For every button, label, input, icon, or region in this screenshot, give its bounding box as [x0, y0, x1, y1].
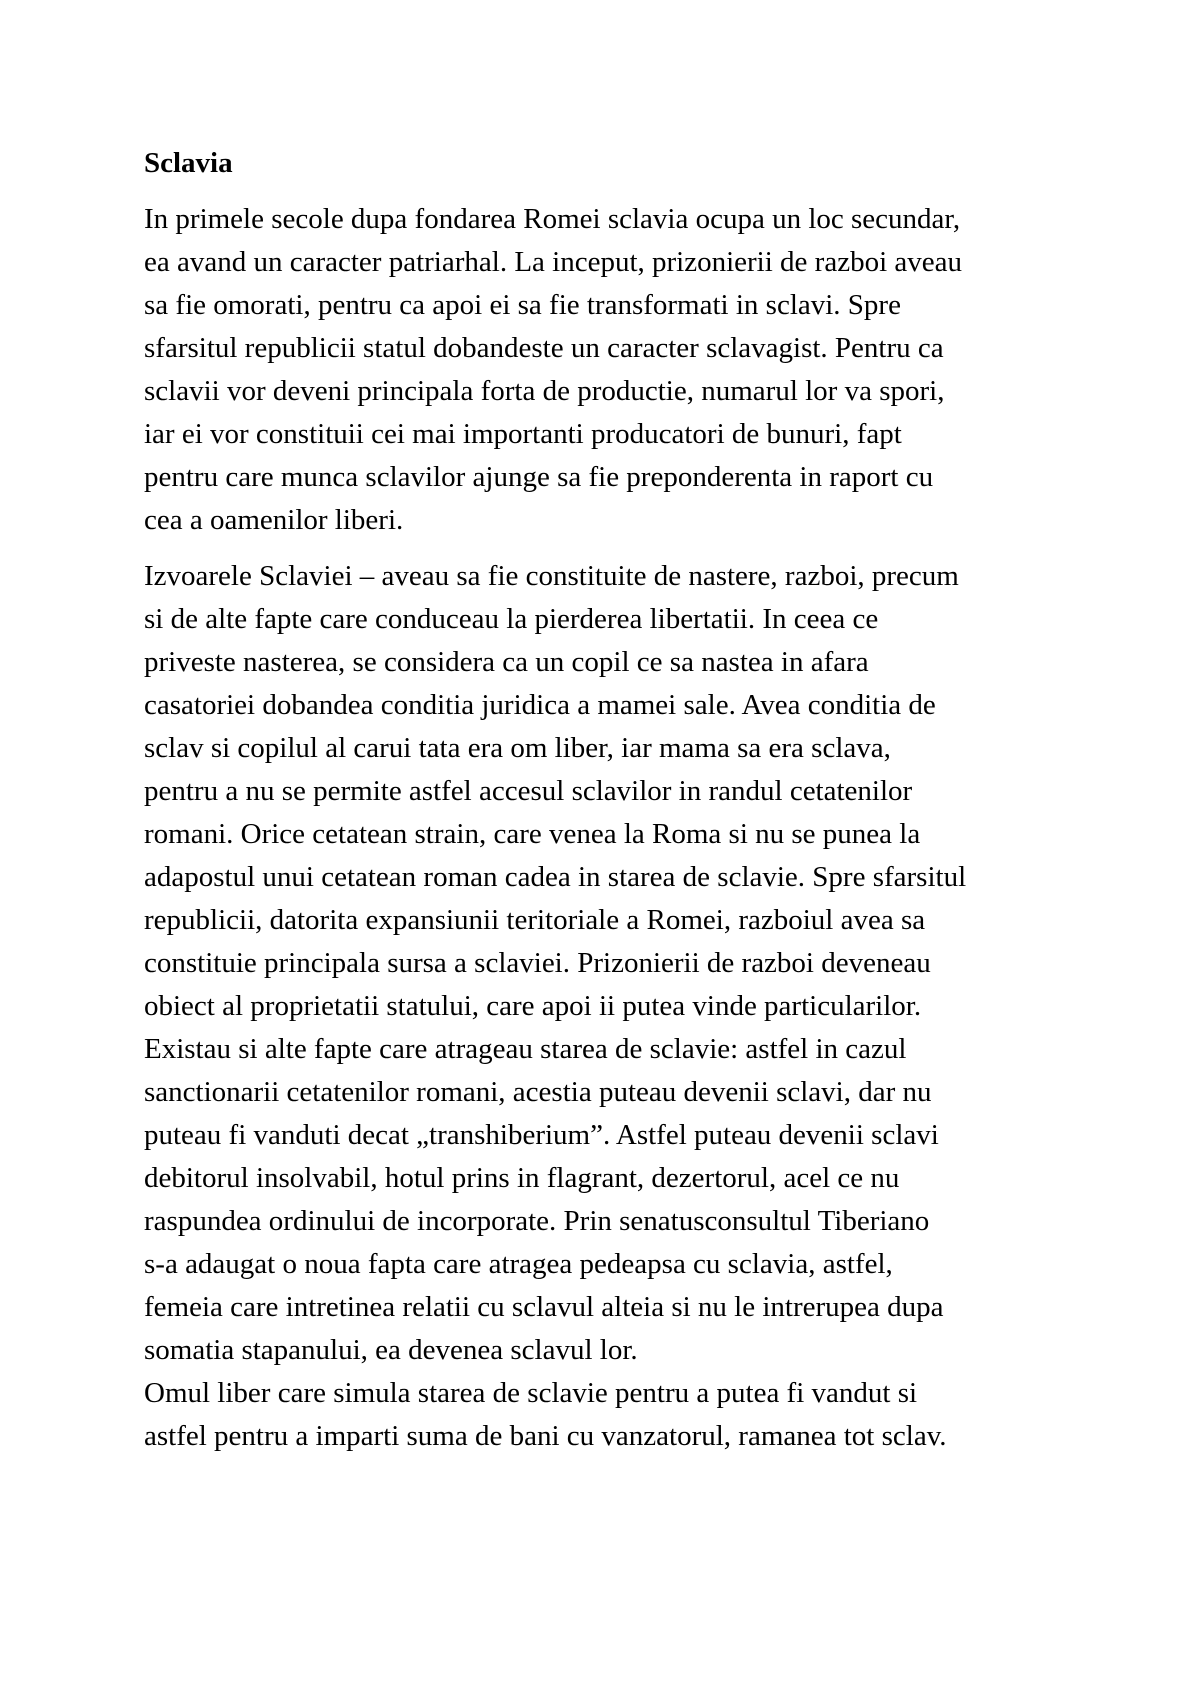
- paragraph-2: [144, 555, 1084, 1372]
- text-line: priveste nasterea, se considera ca un copil ce sa nastea in afara: [144, 646, 869, 678]
- text-line: cea a oamenilor liberi.: [144, 504, 404, 536]
- text-line: puteau fi vanduti decat „transhiberium”. Astfel puteau devenii sclavi: [144, 1119, 939, 1151]
- text-line: sclavii vor deveni principala forta de productie, numarul lor va spori,: [144, 375, 945, 407]
- text-line: casatoriei dobandea conditia juridica a mamei sale. Avea conditia de: [144, 689, 936, 721]
- text-line: adapostul unui cetatean roman cadea in starea de sclavie. Spre sfarsitul: [144, 861, 967, 893]
- text-line: constituie principala sursa a sclaviei. Prizonierii de razboi deveneau: [144, 947, 931, 979]
- document-title: Sclavia: [144, 147, 233, 179]
- text-line: obiect al proprietatii statului, care apoi ii putea vinde particularilor.: [144, 990, 922, 1022]
- text-line: s-a adaugat o noua fapta care atragea pedeapsa cu sclavia, astfel,: [144, 1248, 893, 1280]
- text-line: femeia care intretinea relatii cu sclavul alteia si nu le intrerupea dupa: [144, 1291, 944, 1323]
- text-line: romani. Orice cetatean strain, care venea la Roma si nu se punea la: [144, 818, 921, 850]
- text-line: somatia stapanului, ea devenea sclavul lor.: [144, 1334, 638, 1366]
- text-line: sfarsitul republicii statul dobandeste un caracter sclavagist. Pentru ca: [144, 332, 944, 364]
- text-line: republicii, datorita expansiunii teritoriale a Romei, razboiul avea sa: [144, 904, 926, 936]
- text-line: In primele secole dupa fondarea Romei sclavia ocupa un loc secundar,: [144, 203, 961, 235]
- document-body: [144, 142, 1084, 1458]
- text-line: pentru care munca sclavilor ajunge sa fie preponderenta in raport cu: [144, 461, 934, 493]
- text-line: iar ei vor constituii cei mai importanti producatori de bunuri, fapt: [144, 418, 902, 450]
- text-line: pentru a nu se permite astfel accesul sclavilor in randul cetatenilor: [144, 775, 913, 807]
- text-line: debitorul insolvabil, hotul prins in flagrant, dezertorul, acel ce nu: [144, 1162, 900, 1194]
- text-line: Omul liber care simula starea de sclavie pentru a putea fi vandut si: [144, 1377, 918, 1409]
- text-line: sclav si copilul al carui tata era om liber, iar mama sa era sclava,: [144, 732, 891, 764]
- text-line: raspundea ordinului de incorporate. Prin senatusconsultul Tiberiano: [144, 1205, 930, 1237]
- text-line: si de alte fapte care conduceau la pierderea libertatii. In ceea ce: [144, 603, 879, 635]
- text-line: Existau si alte fapte care atrageau starea de sclavie: astfel in cazul: [144, 1033, 907, 1065]
- text-line: sa fie omorati, pentru ca apoi ei sa fie transformati in sclavi. Spre: [144, 289, 901, 321]
- text-line: sanctionarii cetatenilor romani, acestia puteau devenii sclavi, dar nu: [144, 1076, 932, 1108]
- paragraph-3: [144, 1372, 1084, 1458]
- text-line: Izvoarele Sclaviei – aveau sa fie constituite de nastere, razboi, precum: [144, 560, 959, 592]
- text-line: astfel pentru a imparti suma de bani cu vanzatorul, ramanea tot sclav.: [144, 1420, 947, 1452]
- paragraph-1: [144, 198, 1084, 542]
- text-line: ea avand un caracter patriarhal. La inceput, prizonierii de razboi aveau: [144, 246, 962, 278]
